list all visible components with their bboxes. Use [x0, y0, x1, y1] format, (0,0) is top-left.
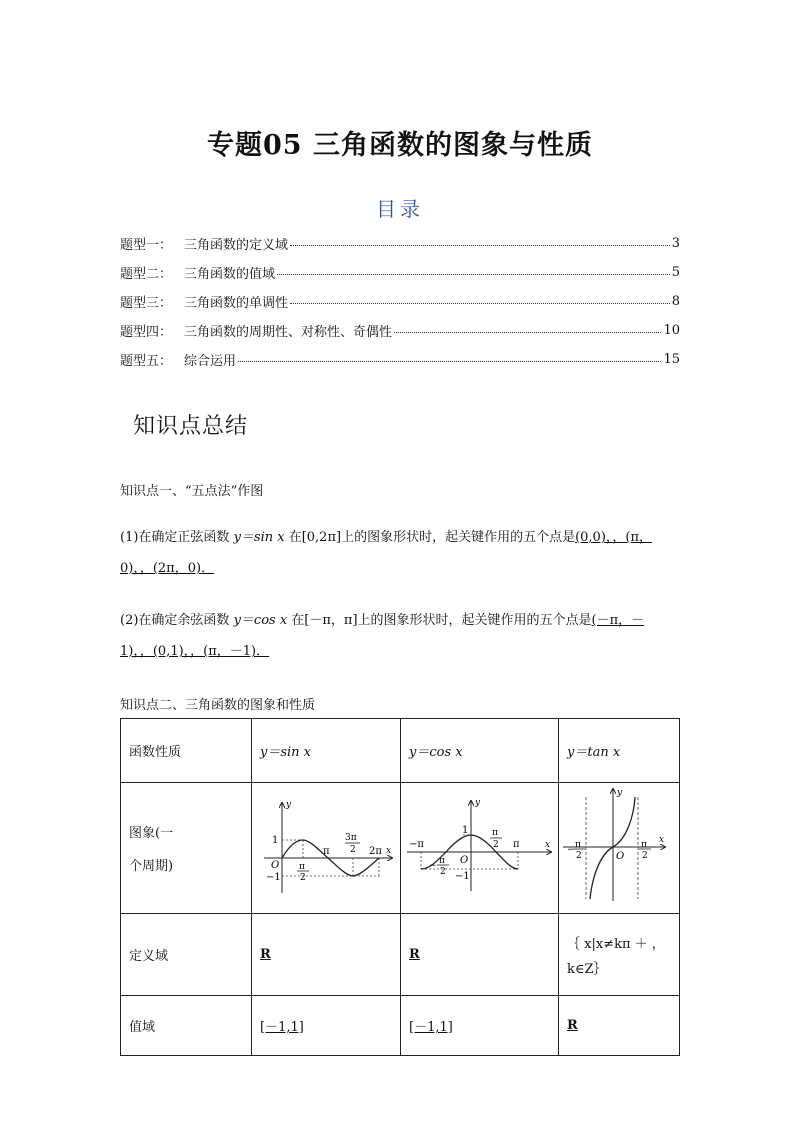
- domain-tan-line: ｛ x|x≠kπ ＋ ，: [567, 936, 665, 952]
- origin-label: O: [616, 851, 625, 862]
- domain-cos: R: [401, 914, 559, 996]
- toc-entry-label: 题型四：: [120, 325, 173, 340]
- toc-entry-title: 综合运用: [184, 354, 237, 369]
- graph-label-line: 图象(一: [129, 826, 174, 841]
- tick-half-pi-num: π: [492, 828, 498, 838]
- toc-entry[interactable]: [120, 345, 680, 374]
- toc-entry-label: 题型二：: [120, 267, 173, 282]
- tick-one: 1: [272, 835, 279, 846]
- range-sin: [－1,1]: [252, 996, 401, 1056]
- tan-graph: [559, 783, 679, 909]
- tick-pi: π: [323, 846, 330, 857]
- tick-half-pi-den: 2: [493, 840, 499, 850]
- domain-sin: R: [252, 914, 401, 996]
- toc-leader: [238, 353, 661, 362]
- tick-neg-half-sign: −: [429, 861, 437, 871]
- tick-neg-half-pi-num: π: [439, 856, 445, 866]
- toc-heading: 目录: [376, 197, 424, 221]
- x-axis-label: x: [545, 840, 551, 850]
- knowledge-point-1-para-1: [120, 522, 680, 584]
- tick-half-pi-num: π: [641, 840, 647, 850]
- toc-entry-page: 8: [671, 294, 680, 309]
- toc-entry-page: 3: [671, 236, 680, 251]
- sin-graph: [252, 783, 400, 909]
- tick-neg-one: −1: [455, 871, 470, 882]
- toc-leader: [394, 324, 661, 333]
- domain-tan-line: k∈Z｝: [567, 961, 607, 977]
- y-axis-label: y: [617, 788, 623, 798]
- section-title: 知识点总结: [133, 414, 249, 439]
- table-row: [121, 996, 680, 1056]
- para-text: 在[－π，π]上的图象形状时，起关键作用的五个点是: [287, 613, 592, 628]
- domain-tan: [559, 914, 680, 996]
- tick-half-pi-den: 2: [642, 851, 648, 861]
- tick-neg-half-pi-den: 2: [576, 851, 582, 861]
- toc-leader: [290, 295, 670, 304]
- tick-half-pi-den: 2: [300, 873, 306, 883]
- toc-entry[interactable]: [120, 316, 680, 345]
- knowledge-point-1-heading: 知识点一、“五点法”作图: [120, 484, 264, 499]
- tick-neg-pi: −π: [409, 839, 424, 850]
- table-row: [121, 914, 680, 996]
- x-axis-label: x: [659, 835, 665, 845]
- knowledge-point-2-heading: 知识点二、三角函数的图象和性质: [120, 698, 316, 713]
- table-header-cell: y＝tan x: [559, 719, 680, 783]
- tick-neg-half-sign: −: [567, 845, 575, 855]
- function-expression: y＝cos x: [233, 613, 288, 628]
- toc-entry-label: 题型一：: [120, 238, 173, 253]
- table-header-cell: 函数性质: [121, 719, 252, 783]
- tan-graph-cell: [559, 783, 680, 914]
- key-points: 1)，，(0,1)，，(π，－1)．: [120, 644, 270, 659]
- sin-graph-cell: [252, 783, 401, 914]
- table-row-label: 定义域: [121, 914, 252, 996]
- para-text: (1)在确定正弦函数: [120, 530, 234, 545]
- graph-label-line: 个周期): [129, 859, 174, 874]
- para-text: (2)在确定余弦函数: [120, 613, 234, 628]
- toc-entry-page: 5: [671, 265, 680, 280]
- toc-entry-title: 三角函数的单调性: [184, 296, 289, 311]
- tick-neg-one: −1: [266, 872, 281, 883]
- toc-entry-title: 三角函数的定义域: [184, 238, 289, 253]
- table-row-label: 值域: [121, 996, 252, 1056]
- toc-entry-title: 三角函数的周期性、对称性、奇偶性: [184, 325, 393, 340]
- tick-pi: π: [513, 839, 520, 850]
- toc-leader: [290, 237, 670, 246]
- key-points: (0,0)，，(π，: [575, 530, 653, 545]
- toc-entry[interactable]: [120, 229, 680, 258]
- tick-one: 1: [462, 825, 469, 836]
- tick-neg-half-pi-den: 2: [440, 867, 446, 877]
- key-points: (－π，－: [591, 613, 645, 628]
- para-text: 在[0,2π]上的图象形状时，起关键作用的五个点是: [284, 530, 576, 545]
- toc-entry[interactable]: [120, 258, 680, 287]
- y-axis-label: y: [286, 800, 292, 810]
- toc-entry-page: 10: [663, 323, 680, 338]
- function-expression: y＝sin x: [233, 530, 285, 545]
- x-axis-label: x: [386, 846, 392, 856]
- key-points: 0)，，(2π，0)．: [120, 561, 215, 576]
- toc-entry-label: 题型五：: [120, 354, 173, 369]
- toc-entry-title: 三角函数的值域: [184, 267, 276, 282]
- knowledge-point-1-para-2: [120, 605, 680, 667]
- table-header-cell: y＝sin x: [252, 719, 401, 783]
- range-cos: [－1,1]: [401, 996, 559, 1056]
- tick-three-half-pi-den: 2: [350, 845, 356, 855]
- table-row: [121, 719, 680, 783]
- tick-two-pi: 2π: [369, 846, 382, 857]
- y-axis-label: y: [475, 798, 481, 808]
- table-row: [121, 783, 680, 914]
- cos-graph-cell: [401, 783, 559, 914]
- toc-leader: [277, 266, 670, 275]
- tick-three-half-pi-num: 3π: [345, 833, 357, 843]
- trig-properties-table: [120, 718, 680, 1056]
- toc-entry[interactable]: [120, 287, 680, 316]
- table-of-contents: [120, 229, 680, 374]
- table-header-cell: y＝cos x: [401, 719, 559, 783]
- table-row-label: [121, 783, 252, 914]
- origin-label: O: [271, 860, 280, 871]
- cos-graph: [401, 783, 558, 909]
- page-title: 专题05 三角函数的图象与性质: [207, 130, 593, 161]
- tick-half-pi-num: π: [299, 862, 305, 872]
- toc-entry-page: 15: [663, 352, 680, 367]
- tick-neg-half-pi-num: π: [575, 840, 581, 850]
- origin-label: O: [460, 855, 469, 866]
- range-tan: R: [559, 996, 680, 1056]
- toc-entry-label: 题型三：: [120, 296, 173, 311]
